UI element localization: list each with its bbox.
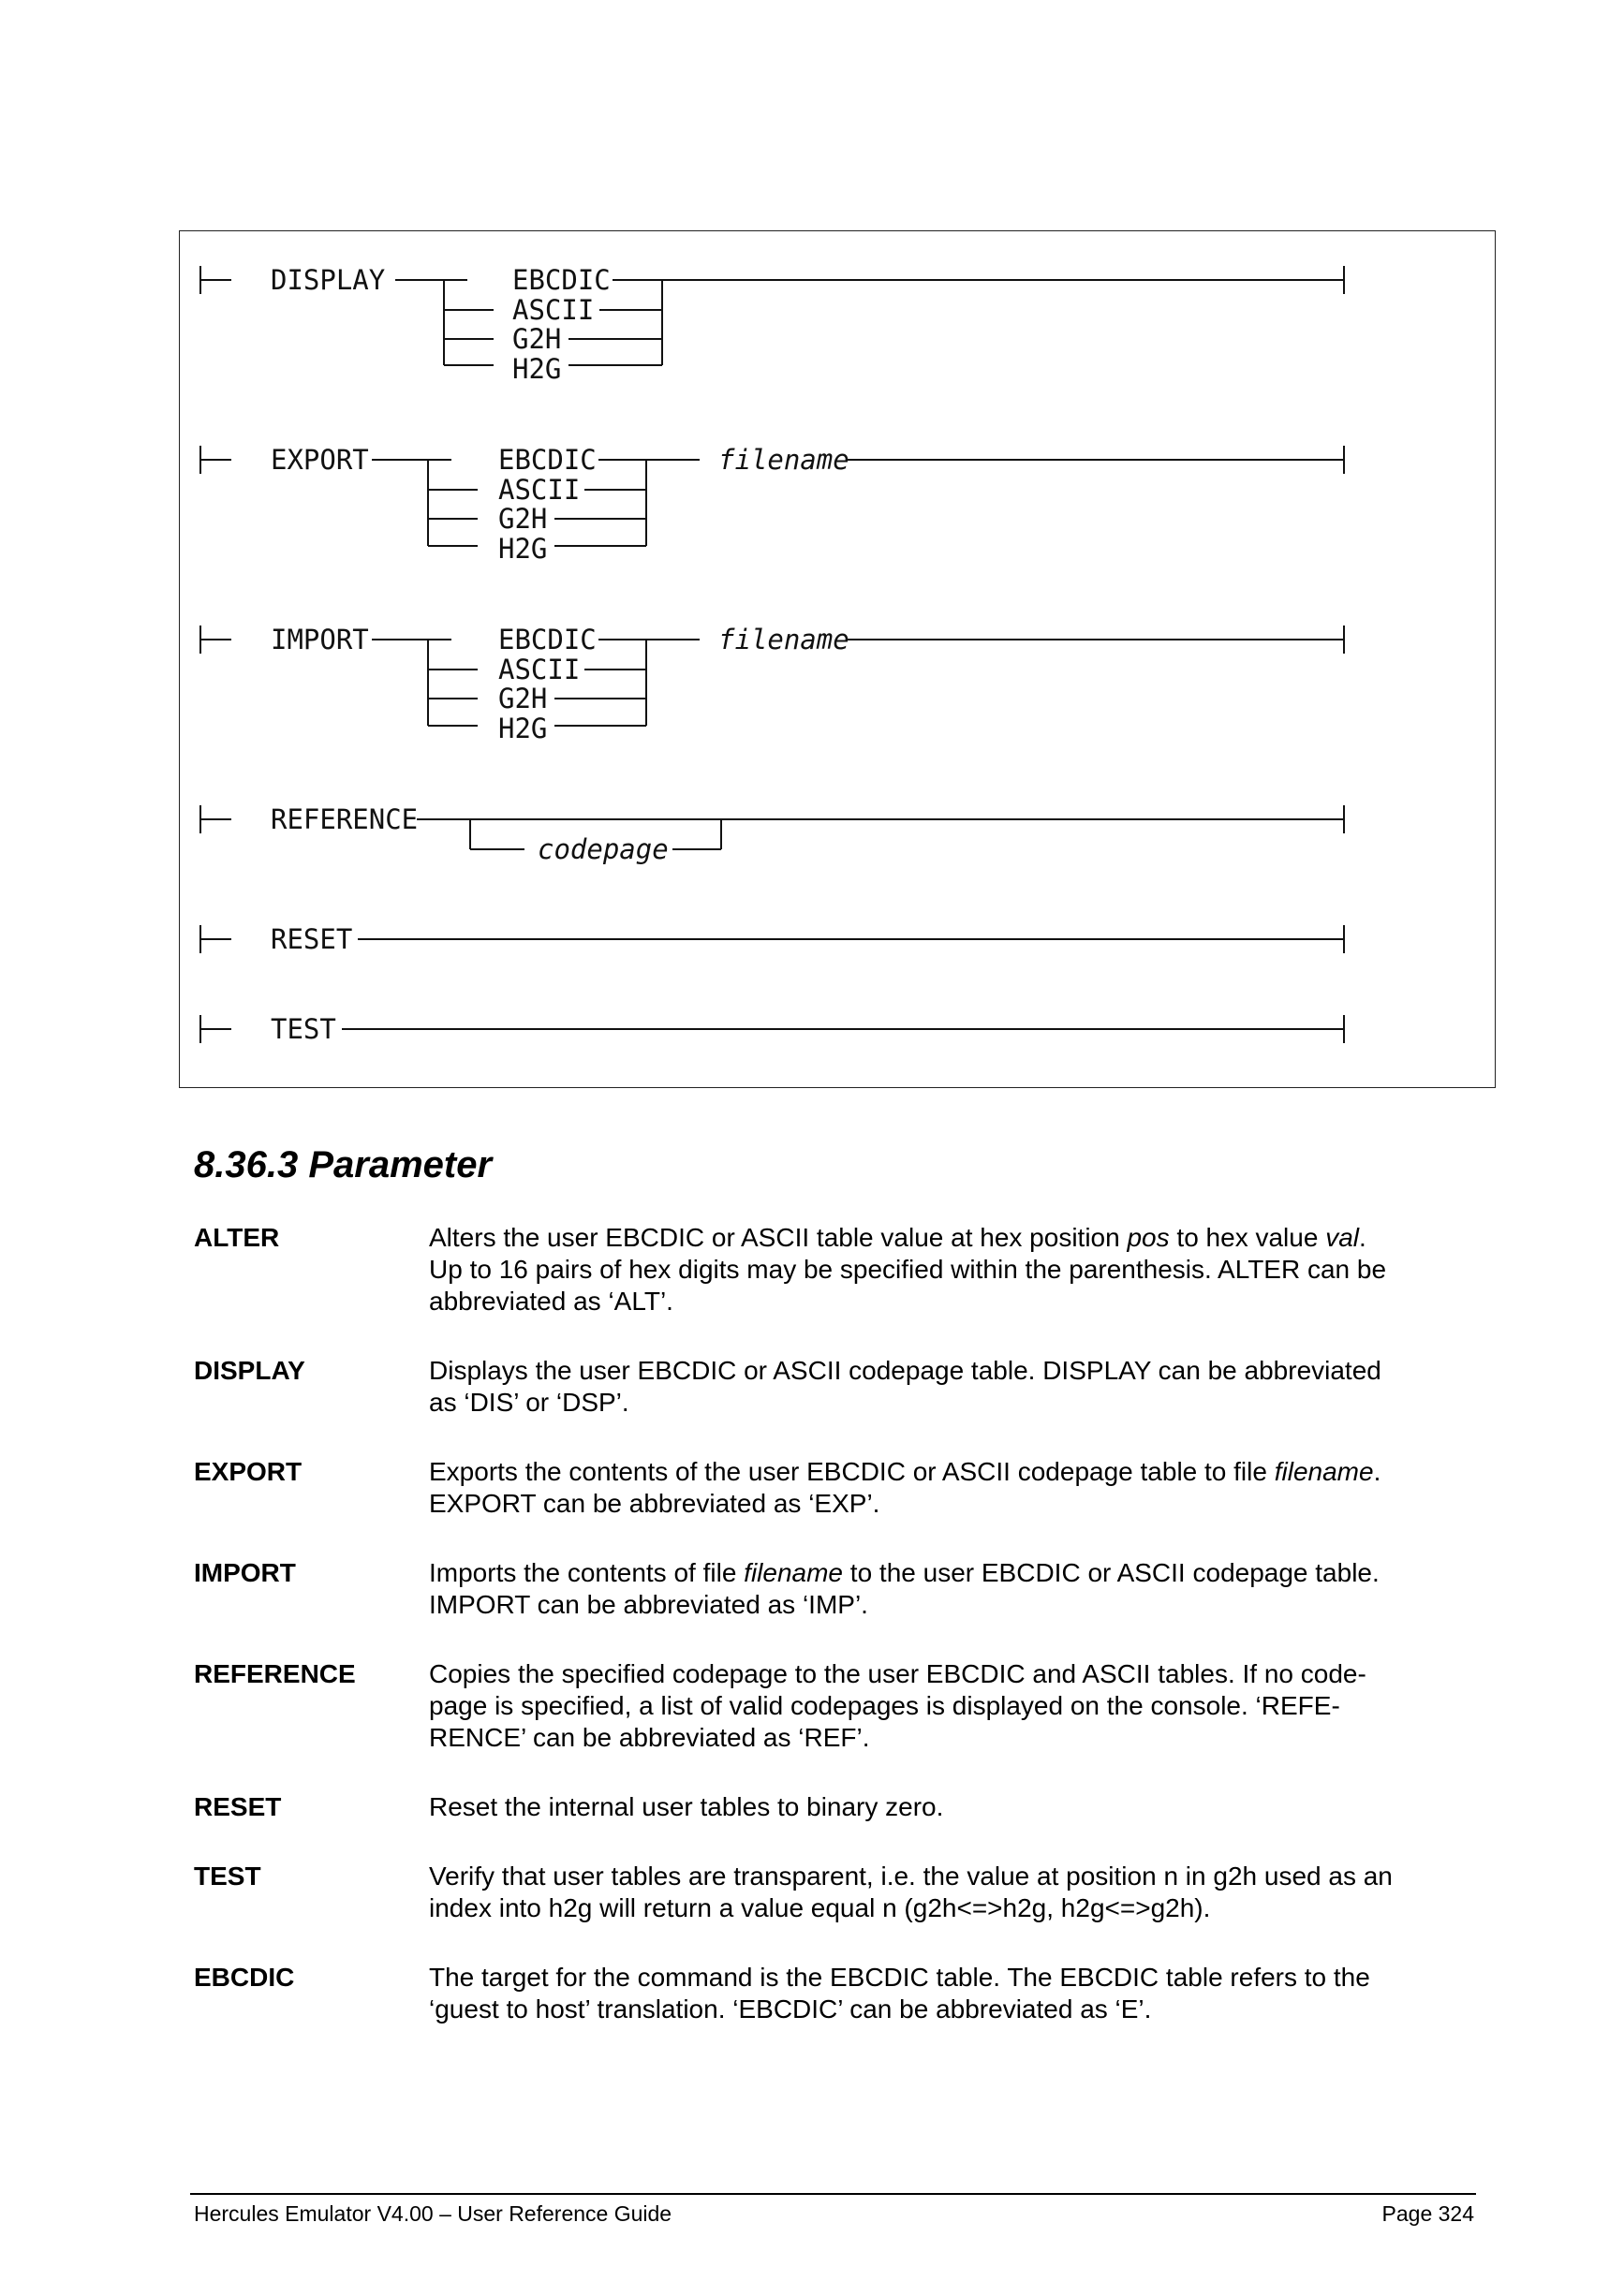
syntax-import-filename: filename (718, 624, 849, 655)
syntax-test-keyword: TEST (271, 1013, 336, 1045)
parameter-description-text: The target for the command is the EBCDIC table. The EBCDIC table refers to the (429, 1963, 1370, 1992)
syntax-reset-block (200, 923, 1344, 955)
section-heading: 8.36.3 Parameter (194, 1144, 493, 1185)
parameter-description-text: Copies the specified codepage to the user EBCDIC and ASCII tables. If no code- (429, 1659, 1366, 1688)
syntax-display-option-ascii: ASCII (512, 294, 595, 326)
parameter-description-text: RENCE’ can be abbreviated as ‘REF’. (429, 1723, 870, 1752)
parameter-description (429, 1861, 1468, 1924)
parameter-description (429, 1222, 1468, 1317)
parameter-description-text: Imports the contents of file (429, 1558, 745, 1587)
syntax-import-block (200, 624, 1344, 744)
syntax-display-keyword: DISPLAY (271, 264, 386, 296)
parameter-description (429, 1557, 1468, 1621)
syntax-display-option-g2h: G2H (512, 323, 562, 355)
syntax-import-option-ascii: ASCII (498, 654, 581, 685)
footer-page-number: Page 324 (1381, 2201, 1474, 2226)
parameter-row (194, 1557, 1468, 1621)
parameter-description-italic: val (1325, 1223, 1359, 1252)
parameter-description-text: . (1373, 1457, 1381, 1486)
parameter-term: EXPORT (194, 1457, 303, 1486)
parameter-description-text: IMPORT can be abbreviated as ‘IMP’. (429, 1590, 868, 1619)
parameter-term: DISPLAY (194, 1356, 305, 1385)
syntax-export-option-ascii: ASCII (498, 474, 581, 506)
parameter-row (194, 1222, 1468, 1317)
parameter-description-text: Alters the user EBCDIC or ASCII table value at hex position (429, 1223, 1128, 1252)
parameter-description (429, 1658, 1468, 1754)
syntax-display-block (200, 264, 1344, 385)
parameter-description-text: to hex value (1169, 1223, 1326, 1252)
parameter-description (429, 1962, 1468, 2025)
parameter-row (194, 1791, 1468, 1823)
parameter-description (429, 1355, 1468, 1419)
syntax-display-option-ebcdic: EBCDIC (512, 264, 611, 296)
parameter-list (194, 1222, 1468, 2025)
parameter-description (429, 1456, 1468, 1520)
syntax-export-filename: filename (718, 444, 849, 476)
parameter-description-italic: filename (1274, 1457, 1374, 1486)
parameter-description-text: Reset the internal user tables to binary zero. (429, 1792, 944, 1821)
parameter-term: TEST (194, 1862, 261, 1891)
parameter-row (194, 1456, 1468, 1520)
syntax-import-option-g2h: G2H (498, 683, 548, 714)
parameter-description-text: ‘guest to host’ translation. ‘EBCDIC’ can be abbreviated as ‘E’. (429, 1994, 1152, 2024)
parameter-row (194, 1962, 1468, 2025)
parameter-row (194, 1355, 1468, 1419)
syntax-display-option-h2g: H2G (512, 353, 562, 385)
parameter-description-text: abbreviated as ‘ALT’. (429, 1287, 673, 1316)
syntax-export-block (200, 444, 1344, 565)
footer-divider (190, 2193, 1476, 2195)
syntax-export-option-h2g: H2G (498, 533, 548, 565)
parameter-description-text: page is specified, a list of valid codepages is displayed on the console. ‘REFE- (429, 1691, 1340, 1720)
parameter-description (429, 1791, 1468, 1823)
syntax-import-keyword: IMPORT (271, 624, 369, 655)
syntax-diagram-canvas (180, 231, 1497, 1089)
parameter-term: EBCDIC (194, 1963, 295, 1992)
parameter-description-text: to the user EBCDIC or ASCII codepage table. (843, 1558, 1380, 1587)
syntax-import-option-h2g: H2G (498, 713, 548, 744)
parameter-description-italic: filename (744, 1558, 844, 1587)
parameter-description-text: Displays the user EBCDIC or ASCII codepage table. DISPLAY can be abbreviated (429, 1356, 1381, 1385)
parameter-description-text: index into h2g will return a value equal n (g2h<=>h2g, h2g<=>g2h). (429, 1893, 1211, 1922)
parameter-description-text: Up to 16 pairs of hex digits may be specified within the parenthesis. ALTER can be (429, 1255, 1387, 1284)
parameter-description-text: Verify that user tables are transparent, i.e. the value at position n in g2h used as an (429, 1862, 1393, 1891)
syntax-reference-codepage: codepage (538, 833, 669, 865)
parameter-term: IMPORT (194, 1558, 296, 1587)
syntax-export-option-ebcdic: EBCDIC (498, 444, 597, 476)
parameter-term: ALTER (194, 1223, 280, 1252)
syntax-reference-keyword: REFERENCE (271, 803, 419, 835)
syntax-reference-block (200, 803, 1344, 865)
parameter-row (194, 1861, 1468, 1924)
parameter-row (194, 1658, 1468, 1754)
footer-document-title: Hercules Emulator V4.00 – User Reference Guide (194, 2201, 672, 2226)
parameter-description-text: EXPORT can be abbreviated as ‘EXP’. (429, 1489, 880, 1518)
syntax-import-option-ebcdic: EBCDIC (498, 624, 597, 655)
parameter-description-italic: pos (1127, 1223, 1170, 1252)
syntax-export-option-g2h: G2H (498, 503, 548, 535)
syntax-test-block (200, 1013, 1344, 1045)
parameter-description-text: . (1359, 1223, 1366, 1252)
syntax-reset-keyword: RESET (271, 923, 353, 955)
parameter-description-text: as ‘DIS’ or ‘DSP’. (429, 1388, 629, 1417)
parameter-term: RESET (194, 1792, 282, 1821)
syntax-diagram (179, 230, 1496, 1088)
parameter-term: REFERENCE (194, 1659, 356, 1688)
syntax-export-keyword: EXPORT (271, 444, 369, 476)
parameter-description-text: Exports the contents of the user EBCDIC or ASCII codepage table to file (429, 1457, 1275, 1486)
